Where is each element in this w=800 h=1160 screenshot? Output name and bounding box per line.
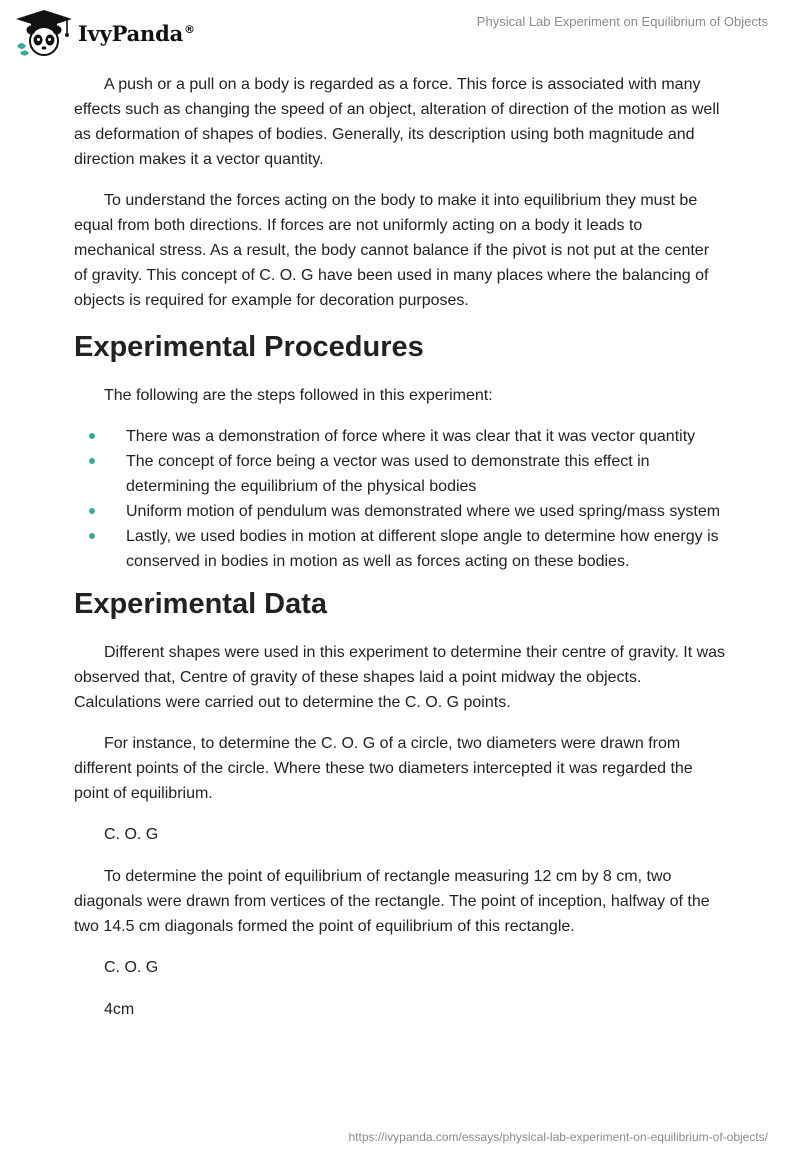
cog-label-rectangle: C. O. G (104, 959, 159, 976)
procedure-step: Lastly, we used bodies in motion at different slope angle to determine how energy is conserved in bodies in motion as well as forces acting on these bodies. (74, 524, 726, 574)
intro-paragraph-2: To understand the forces acting on the body to make it into equilibrium they must be equal from both directions. If forces are not uniformly acting on a body it leads to mechanical stress. As a result, the body cannot balance if the pivot is not put at the center of gravity. This concept of C. O. G have been used in many places where the balancing of objects is required for example for decoration purposes. (74, 192, 710, 309)
data-heading: Experimental Data (74, 588, 328, 620)
registered-mark: ® (184, 22, 195, 36)
procedures-heading: Experimental Procedures (74, 331, 424, 363)
data-paragraph-3: To determine the point of equilibrium of rectangle measuring 12 cm by 8 cm, two diagonals were drawn from vertices of the rectangle. The point of inception, halfway of the two 14.5 cm diagonals formed the point of equilibrium of this rectangle. (74, 868, 710, 935)
ivypanda-logo[interactable] (14, 8, 195, 58)
procedure-steps-list (74, 424, 726, 574)
procedure-step: There was a demonstration of force where it was clear that it was vector quantity (74, 424, 726, 449)
procedure-step: Uniform motion of pendulum was demonstrated where we used spring/mass system (74, 499, 726, 524)
panda-graduate-icon (14, 8, 74, 58)
page-header (0, 0, 800, 66)
source-url[interactable]: https://ivypanda.com/essays/physical-lab-experiment-on-equilibrium-of-objects/ (348, 1130, 768, 1144)
cog-label-circle: C. O. G (104, 826, 159, 843)
intro-paragraph-1: A push or a pull on a body is regarded as a force. This force is associated with many effects such as changing the speed of an object, alteration of direction of the motion as well as deformation of shapes of bodies. Generally, its description using both magnitude and direction makes it a vector quantity. (74, 76, 720, 168)
data-paragraph-1: Different shapes were used in this experiment to determine their centre of gravity. It was observed that, Centre of gravity of these shapes laid a point midway the objects. Calculations were carried out to determine the C. O. G points. (74, 644, 726, 711)
brand-name: IvyPanda® (78, 20, 195, 46)
data-paragraph-2: For instance, to determine the C. O. G of a circle, two diameters were drawn from different points of the circle. Where these two diameters intercepted it was regarded the point of equilibrium. (74, 735, 693, 802)
essay-body (74, 72, 726, 1039)
procedures-lead: The following are the steps followed in this experiment: (104, 387, 493, 404)
procedure-step: The concept of force being a vector was used to demonstrate this effect in determining the equilibrium of the physical bodies (74, 449, 726, 499)
measurement-label: 4cm (104, 1001, 135, 1018)
document-title: Physical Lab Experiment on Equilibrium of Objects (476, 14, 768, 29)
